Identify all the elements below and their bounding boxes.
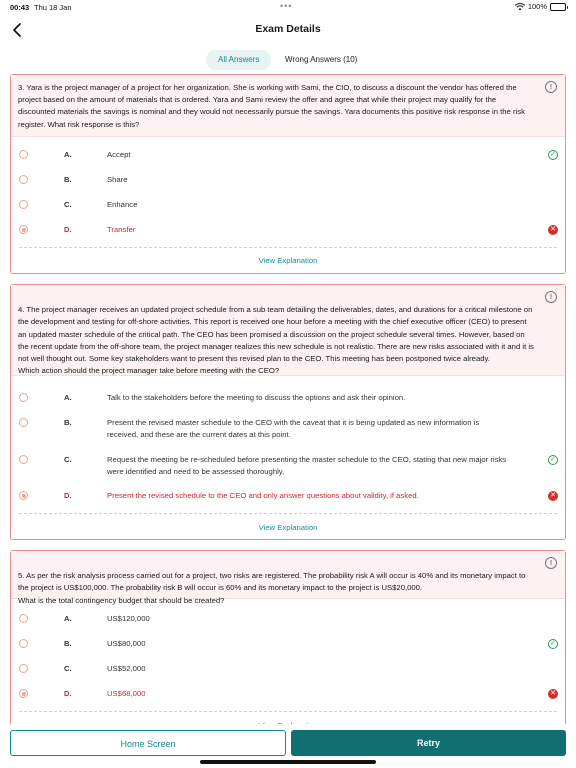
correct-check-icon: ✓ (548, 455, 558, 465)
option-letter: A. (64, 150, 72, 159)
question-text-body: 4. The project manager receives an updated project schedule from a sub team detailing the deliverables, dates, and durations for a critical milestone on the development and testing for off-shore activities. This report is received one hour before a meeting with the chief executive officer (CEO) to present an updated master schedule of the critical path. The CEO has been promised a discussion on the project schedule several times. However, based on the recent update from the off-shore team, the project manager realizes this new schedule is not realistic. There are new risks associated with it and it is not well thought out. Some key stakeholders want to present this revised plan to the CEO. This meeting has been postponed twice already. Which action should the project manager take before meeting with the CEO? (18, 305, 534, 376)
option-text: Transfer (107, 225, 136, 234)
battery-percent: 100% (527, 2, 547, 11)
option-text: Talk to the stakeholders before the meeting to discuss the options and ask their opinion. (107, 393, 406, 402)
wrong-x-icon: ✕ (548, 225, 558, 235)
question-card (10, 74, 566, 274)
question-card (10, 284, 566, 540)
correct-check-icon: ✓ (548, 150, 558, 160)
retry-button[interactable]: Retry (291, 730, 566, 756)
bottom-action-bar (0, 724, 576, 768)
radio-icon[interactable] (19, 455, 28, 464)
wrong-x-icon: ✕ (548, 689, 558, 699)
option-text: Present the revised schedule to the CEO and only answer questions about validity, if asked. (107, 491, 419, 500)
wrong-x-icon: ✕ (548, 491, 558, 501)
info-icon[interactable]: ! (545, 291, 557, 303)
radio-icon[interactable] (19, 200, 28, 209)
radio-icon[interactable] (19, 393, 28, 402)
answer-filter-tabs (0, 50, 576, 70)
question-card (10, 550, 566, 740)
option-text: US$68,000 (107, 689, 146, 698)
questions-list[interactable] (0, 74, 576, 724)
status-right (515, 2, 566, 11)
option-letter: B. (64, 175, 72, 184)
radio-icon[interactable] (19, 150, 28, 159)
radio-selected-icon[interactable] (19, 689, 28, 698)
option-text: Enhance (107, 200, 138, 209)
question-text (11, 285, 565, 376)
tab-all-answers[interactable]: All Answers (206, 50, 271, 70)
status-date: Thu 18 Jan (34, 3, 72, 12)
option-text: US$120,000 (107, 614, 150, 623)
info-icon[interactable]: ! (545, 557, 557, 569)
info-icon[interactable]: ! (545, 81, 557, 93)
option-letter: B. (64, 418, 72, 427)
question-text (11, 551, 565, 605)
option-text: Request the meeting be re-scheduled before presenting the master schedule to the CEO, stating that new major risks were identified and need to be assessed thoroughly. (107, 455, 507, 476)
view-explanation-link[interactable]: View Explanation (258, 523, 318, 532)
divider (19, 247, 557, 248)
radio-selected-icon[interactable] (19, 225, 28, 234)
radio-icon[interactable] (19, 639, 28, 648)
radio-icon[interactable] (19, 418, 28, 427)
question-text-body: 5. As per the risk analysis process carried out for a project, two risks are registered. The probability risk A will occur is 40% and its monetary impact to the project is US$100,000. The probability risk B will occur is 60% and its monetary impact to the project is US$20,000. What is the total contingency budget that should be created? (18, 571, 526, 605)
option-text: US$80,000 (107, 639, 146, 648)
question-text-body: 3. Yara is the project manager of a project for her organization. She is working with Sami, the CIO, to discuss a discount the vendor has offered the project based on the amount of materials that is ordered. Yara and Sami review the offer and agree that while their project may qualify for the discounted materials the savings is nominal and they would not necessarily pursue the savings. Yara documents this positive risk response in the risk register. What risk response is this? (18, 83, 525, 129)
view-explanation-link[interactable]: View Explanation (258, 256, 318, 265)
radio-icon[interactable] (19, 175, 28, 184)
status-bar (0, 0, 576, 14)
question-text (11, 75, 565, 137)
option-text: Accept (107, 150, 131, 159)
divider (19, 711, 557, 712)
page-title: Exam Details (255, 23, 321, 35)
option-letter: D. (64, 225, 72, 234)
option-letter: B. (64, 639, 72, 648)
option-letter: D. (64, 491, 72, 500)
option-letter: D. (64, 689, 72, 698)
option-text: Present the revised master schedule to the CEO with the caveat that it is being updated as new information is received, and these are the current dates at this point. (107, 418, 480, 439)
multitasking-dots-icon[interactable]: ••• (280, 1, 293, 11)
radio-icon[interactable] (19, 614, 28, 623)
option-letter: C. (64, 200, 72, 209)
option-letter: C. (64, 455, 72, 464)
radio-selected-icon[interactable] (19, 491, 28, 500)
radio-icon[interactable] (19, 664, 28, 673)
option-letter: A. (64, 614, 72, 623)
home-indicator[interactable] (200, 760, 376, 764)
wifi-icon (515, 3, 525, 11)
option-letter: C. (64, 664, 72, 673)
home-screen-button[interactable]: Home Screen (10, 730, 286, 756)
option-text: Share (107, 175, 128, 184)
tab-wrong-answers[interactable]: Wrong Answers (10) (285, 55, 358, 64)
nav-bar (0, 14, 576, 46)
correct-check-icon: ✓ (548, 639, 558, 649)
option-letter: A. (64, 393, 72, 402)
status-time: 00:43 (10, 3, 30, 12)
option-text: US$52,000 (107, 664, 146, 673)
battery-icon (550, 3, 566, 11)
divider (19, 513, 557, 514)
